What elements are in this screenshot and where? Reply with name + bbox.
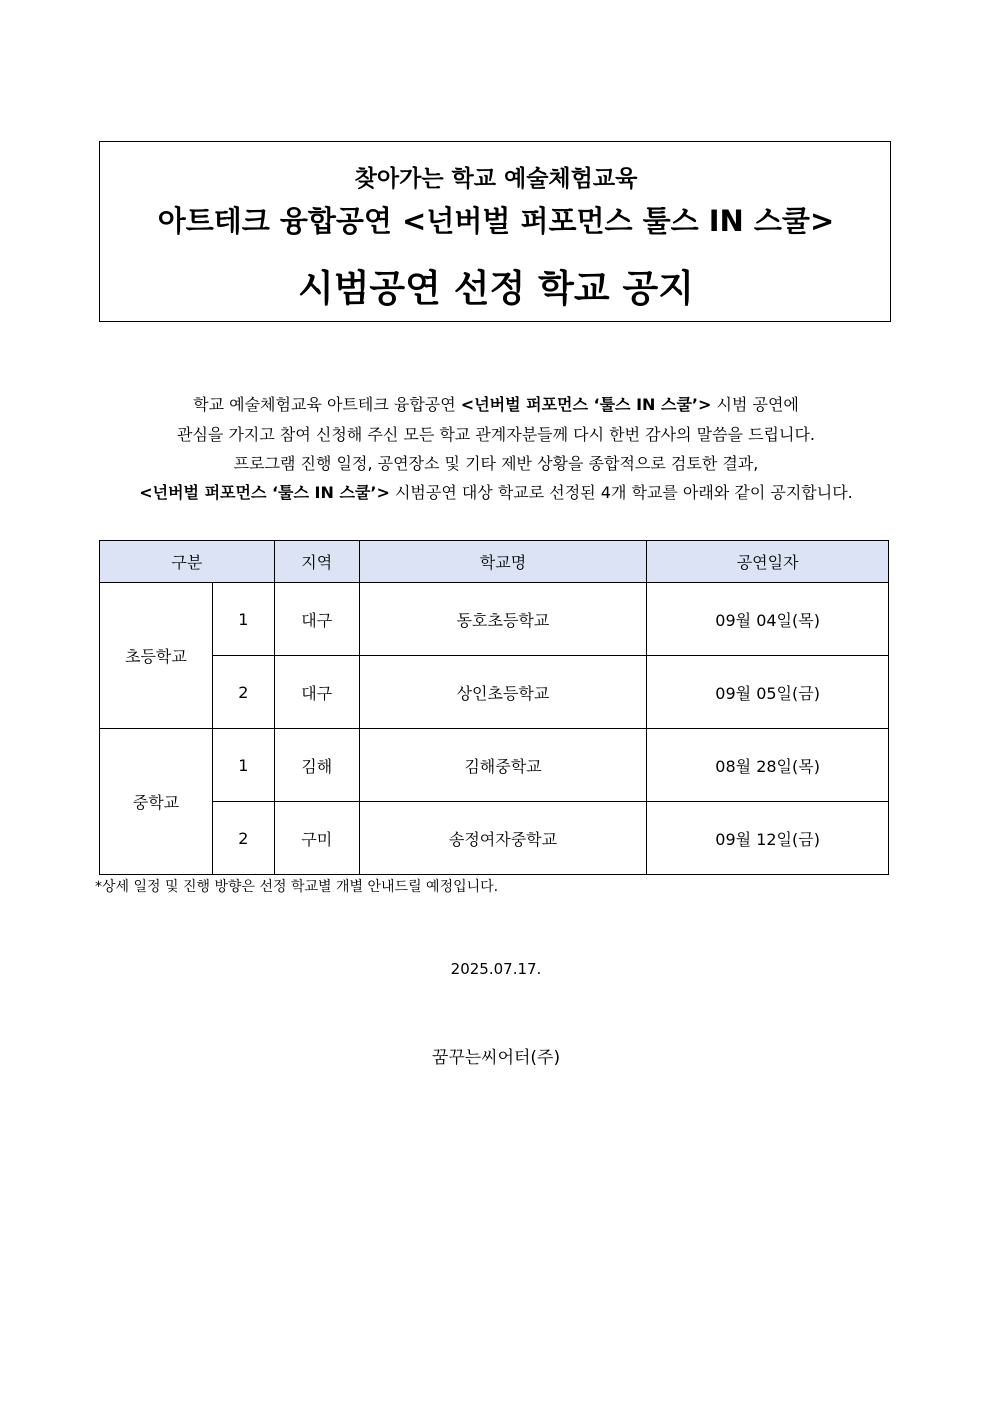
- row-number: 1: [212, 583, 274, 656]
- row-number: 1: [212, 729, 274, 802]
- region-cell: 구미: [274, 802, 359, 875]
- row-number: 2: [212, 656, 274, 729]
- table-row: [100, 729, 889, 802]
- date-cell: 09월 04일(목): [647, 583, 889, 656]
- header-date: 공연일자: [647, 541, 889, 583]
- school-cell: 상인초등학교: [359, 656, 647, 729]
- date-cell: 09월 12일(금): [647, 802, 889, 875]
- header-category: 구분: [100, 541, 275, 583]
- school-cell: 동호초등학교: [359, 583, 647, 656]
- table-row: [100, 583, 889, 656]
- category-cell: 초등학교: [100, 583, 213, 729]
- page-title: 시범공연 선정 학교 공지: [297, 267, 695, 310]
- intro-line-4: <넌버벌 퍼포먼스 ‘툴스 IN 스쿨’> 시범공연 대상 학교로 선정된 4개 학교를 아래와 같이 공지합니다.: [139, 483, 853, 502]
- footnote: *상세 일정 및 진행 방향은 선정 학교별 개별 안내드릴 예정입니다.: [95, 879, 499, 895]
- schedule-table: [99, 540, 889, 875]
- header-school: 학교명: [359, 541, 647, 583]
- organization-name: 꿈꾸는씨어터(주): [431, 1048, 561, 1068]
- region-cell: 대구: [274, 656, 359, 729]
- header-region: 지역: [274, 541, 359, 583]
- title-line-2: 아트테크 융합공연 <넌버벌 퍼포먼스 툴스 IN 스쿨>: [157, 204, 835, 238]
- notice-date: 2025.07.17.: [450, 960, 542, 978]
- date-cell: 08월 28일(목): [647, 729, 889, 802]
- date-cell: 09월 05일(금): [647, 656, 889, 729]
- category-cell: 중학교: [100, 729, 213, 875]
- table-row: [100, 802, 889, 875]
- table-row: [100, 656, 889, 729]
- title-line-1: 찾아가는 학교 예술체험교육: [354, 166, 638, 192]
- region-cell: 대구: [274, 583, 359, 656]
- intro-line-1: 학교 예술체험교육 아트테크 융합공연 <넌버벌 퍼포먼스 ‘툴스 IN 스쿨’> 시범 공연에: [193, 395, 799, 414]
- table-header-row: [100, 541, 889, 583]
- intro-line-3: 프로그램 진행 일정, 공연장소 및 기타 제반 상황을 종합적으로 검토한 결과,: [233, 454, 759, 473]
- school-cell: 김해중학교: [359, 729, 647, 802]
- row-number: 2: [212, 802, 274, 875]
- region-cell: 김해: [274, 729, 359, 802]
- school-cell: 송정여자중학교: [359, 802, 647, 875]
- intro-line-2: 관심을 가지고 참여 신청해 주신 모든 학교 관계자분들께 다시 한번 감사의 말씀을 드립니다.: [177, 425, 815, 444]
